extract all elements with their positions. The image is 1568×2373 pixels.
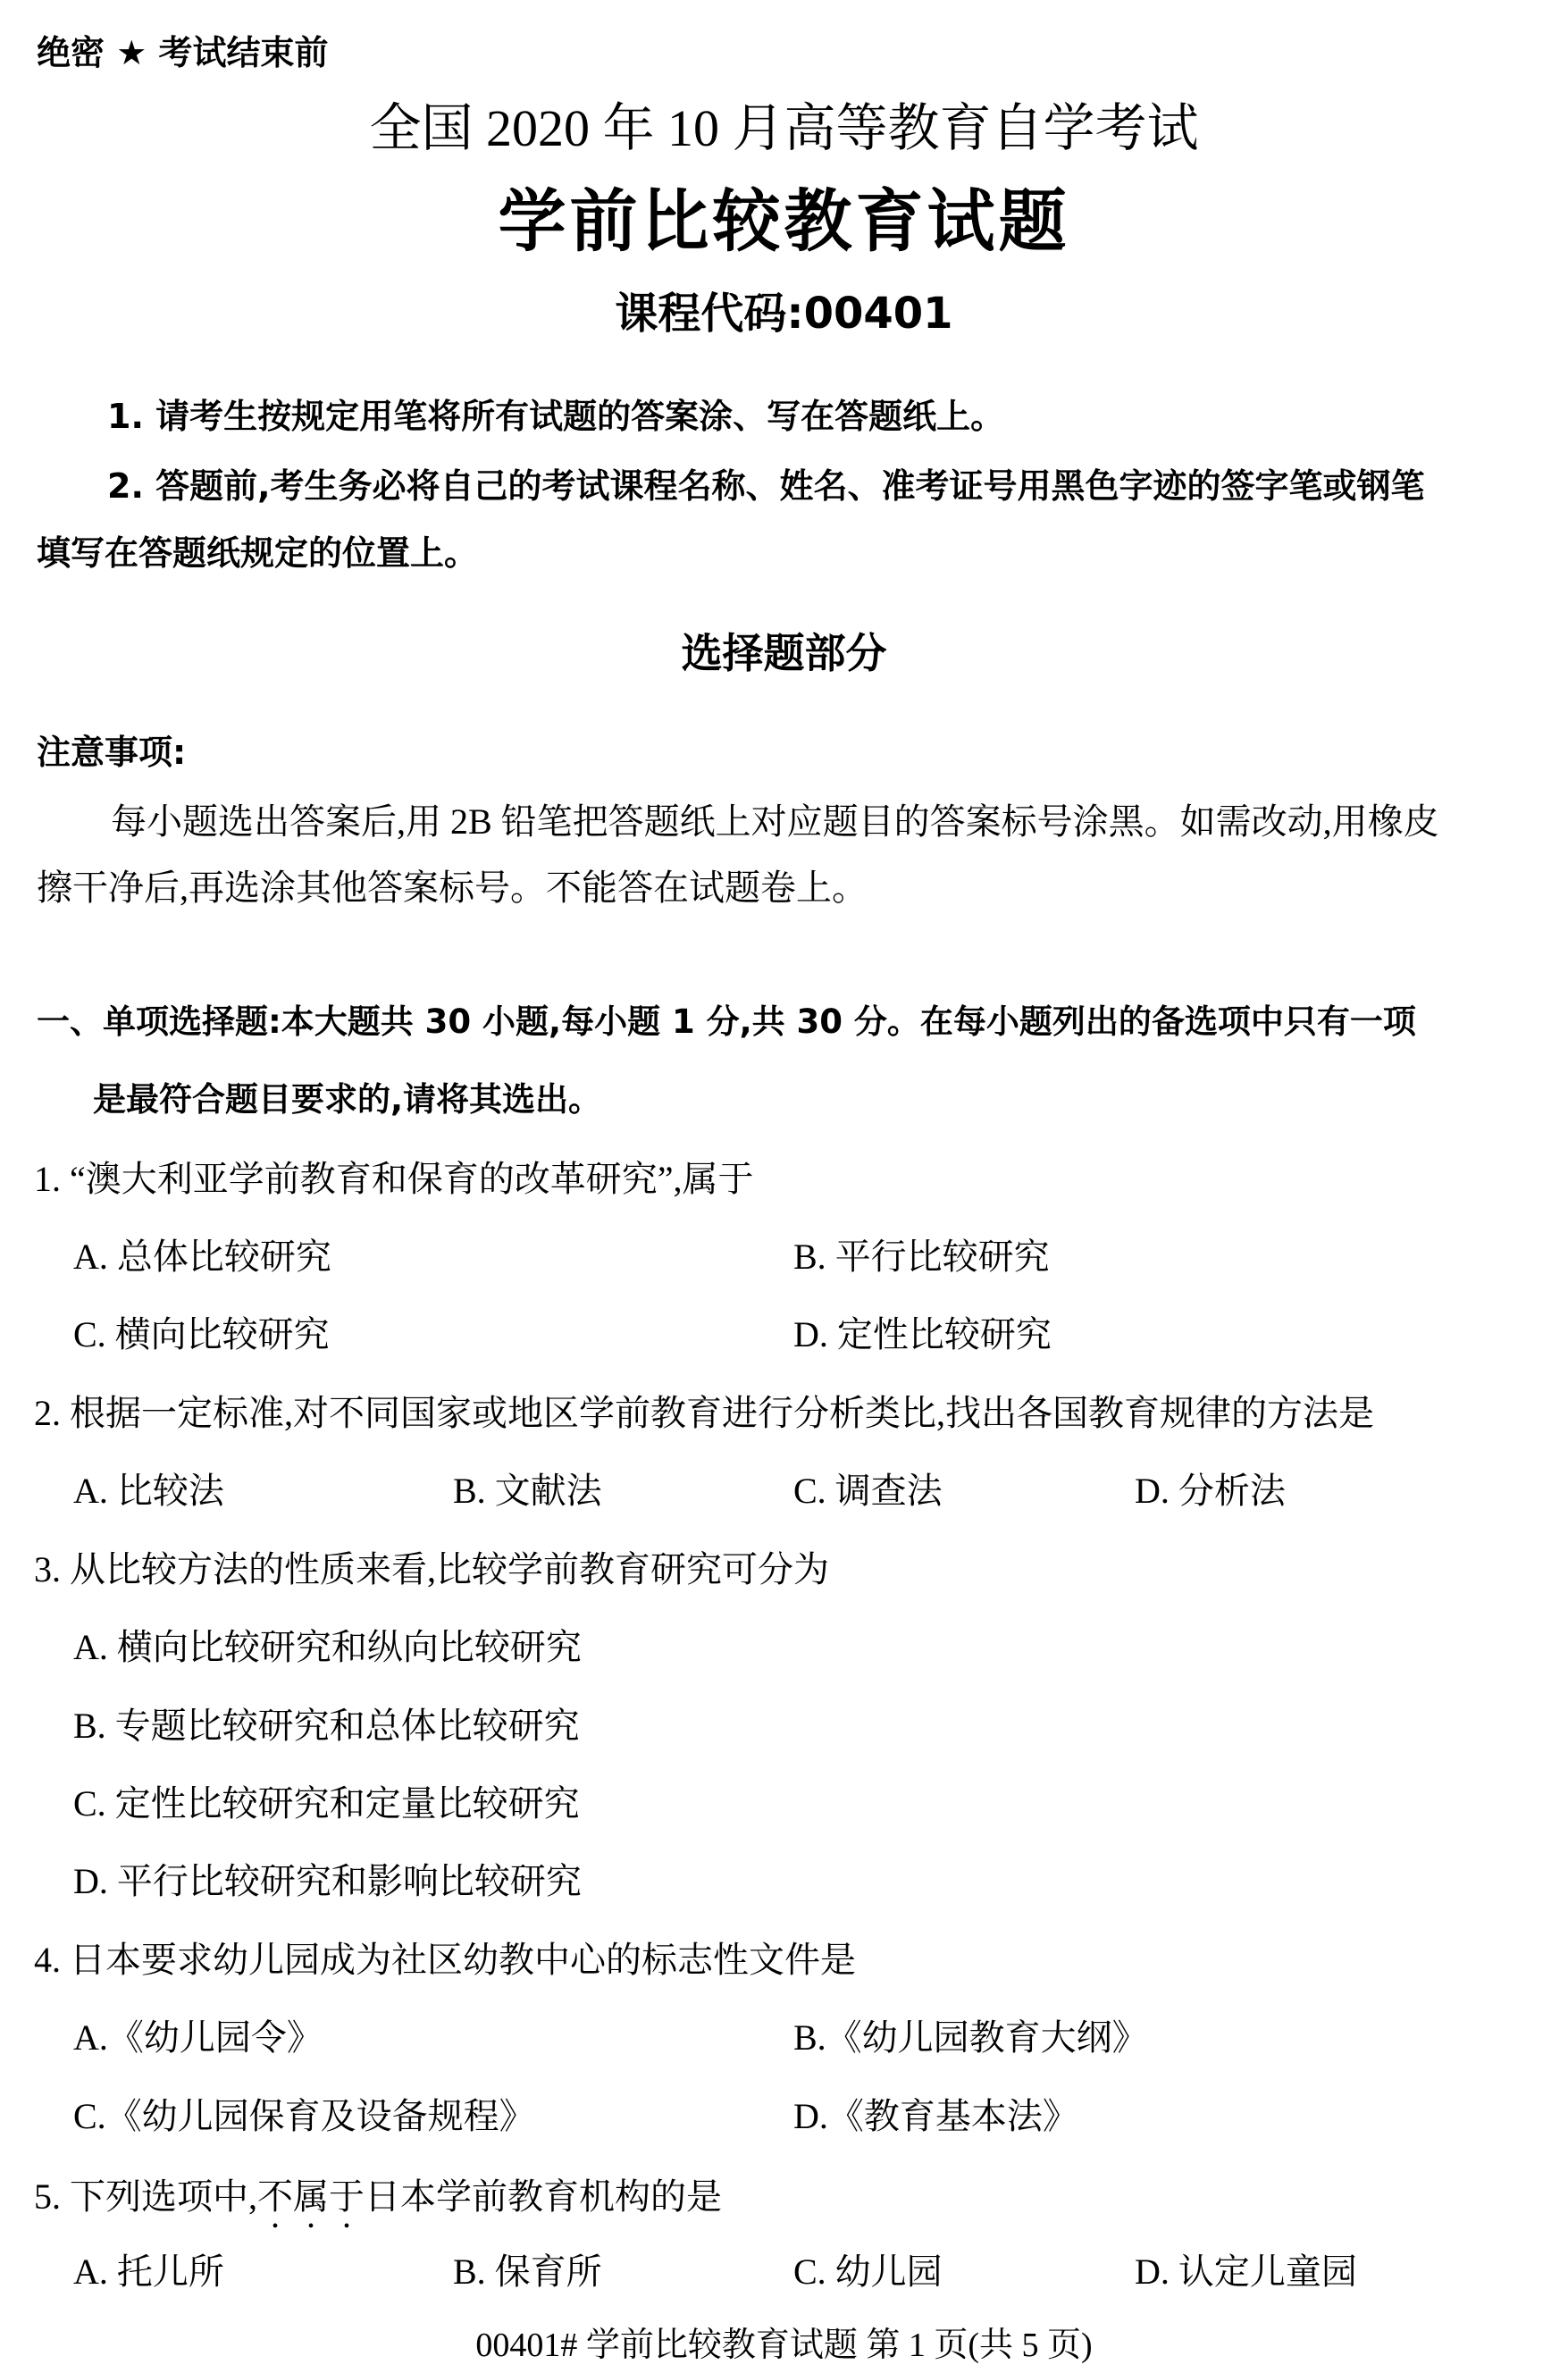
- emphasized-text: 不属于: [257, 2176, 365, 2217]
- option-d: D. 定性比较研究: [793, 1314, 1052, 1354]
- option-b: B. 保育所: [453, 2251, 602, 2292]
- secrecy-label: 绝密 ★ 考试结束前: [37, 33, 329, 72]
- question-stem: 3. 从比较方法的性质来看,比较学前教育研究可分为: [34, 1549, 829, 1589]
- option-c: C. 调查法: [793, 1471, 943, 1511]
- option-a: A. 总体比较研究: [73, 1237, 331, 1277]
- stem-pre: 5. 下列选项中,: [34, 2176, 257, 2217]
- option-d: D. 分析法: [1135, 1471, 1286, 1511]
- question-stem: 2. 根据一定标准,对不同国家或地区学前教育进行分析类比,找出各国教育规律的方法是: [34, 1393, 1374, 1433]
- option-d: D. 认定儿童园: [1135, 2251, 1357, 2292]
- instruction-1: 1. 请考生按规定用笔将所有试题的答案涂、写在答题纸上。: [107, 397, 1005, 436]
- option-d: D. 平行比较研究和影响比较研究: [73, 1861, 582, 1901]
- question-stem: 4. 日本要求幼儿园成为社区幼教中心的标志性文件是: [34, 1940, 856, 1980]
- option-c: C. 横向比较研究: [73, 1314, 330, 1354]
- question-stem: [34, 2176, 722, 2236]
- section-title: 选择题部分: [681, 629, 887, 677]
- option-d: D.《教育基本法》: [793, 2096, 1078, 2136]
- option-b: B.《幼儿园教育大纲》: [793, 2017, 1148, 2058]
- part1-heading: 一、单项选择题:本大题共 30 小题,每小题 1 分,共 30 分。在每小题列出的备选项中只有一项: [37, 1002, 1416, 1041]
- subject-title: 学前比较教育试题: [498, 181, 1070, 261]
- option-b: B. 平行比较研究: [793, 1237, 1050, 1277]
- question-stem: 1. “澳大利亚学前教育和保育的改革研究”,属于: [34, 1159, 754, 1199]
- part1-heading-cont: 是最符合题目要求的,请将其选出。: [93, 1080, 602, 1119]
- option-a: A. 托儿所: [73, 2251, 224, 2292]
- notice-line-1: 每小题选出答案后,用 2B 铅笔把答题纸上对应题目的答案标号涂黑。如需改动,用橡皮: [111, 801, 1439, 842]
- notice-label: 注意事项:: [37, 733, 187, 772]
- instruction-2-cont: 填写在答题纸规定的位置上。: [37, 533, 479, 573]
- option-a: A. 比较法: [73, 1471, 224, 1511]
- option-c: C.《幼儿园保育及设备规程》: [73, 2096, 535, 2136]
- option-a: A.《幼儿园令》: [73, 2017, 323, 2058]
- option-b: B. 文献法: [453, 1471, 602, 1511]
- course-code: 课程代码:00401: [615, 289, 953, 339]
- notice-line-2: 擦干净后,再选涂其他答案标号。不能答在试题卷上。: [37, 868, 868, 908]
- exam-title: 全国 2020 年 10 月高等教育自学考试: [369, 99, 1199, 157]
- option-c: C. 定性比较研究和定量比较研究: [73, 1783, 580, 1824]
- page-footer: 00401# 学前比较教育试题 第 1 页(共 5 页): [475, 2327, 1093, 2364]
- instruction-2: 2. 答题前,考生务必将自己的考试课程名称、姓名、准考证号用黑色字迹的签字笔或钢笔: [107, 466, 1425, 506]
- option-b: B. 专题比较研究和总体比较研究: [73, 1706, 580, 1746]
- option-a: A. 横向比较研究和纵向比较研究: [73, 1627, 582, 1667]
- stem-post: 日本学前教育机构的是: [365, 2176, 722, 2217]
- option-c: C. 幼儿园: [793, 2251, 943, 2292]
